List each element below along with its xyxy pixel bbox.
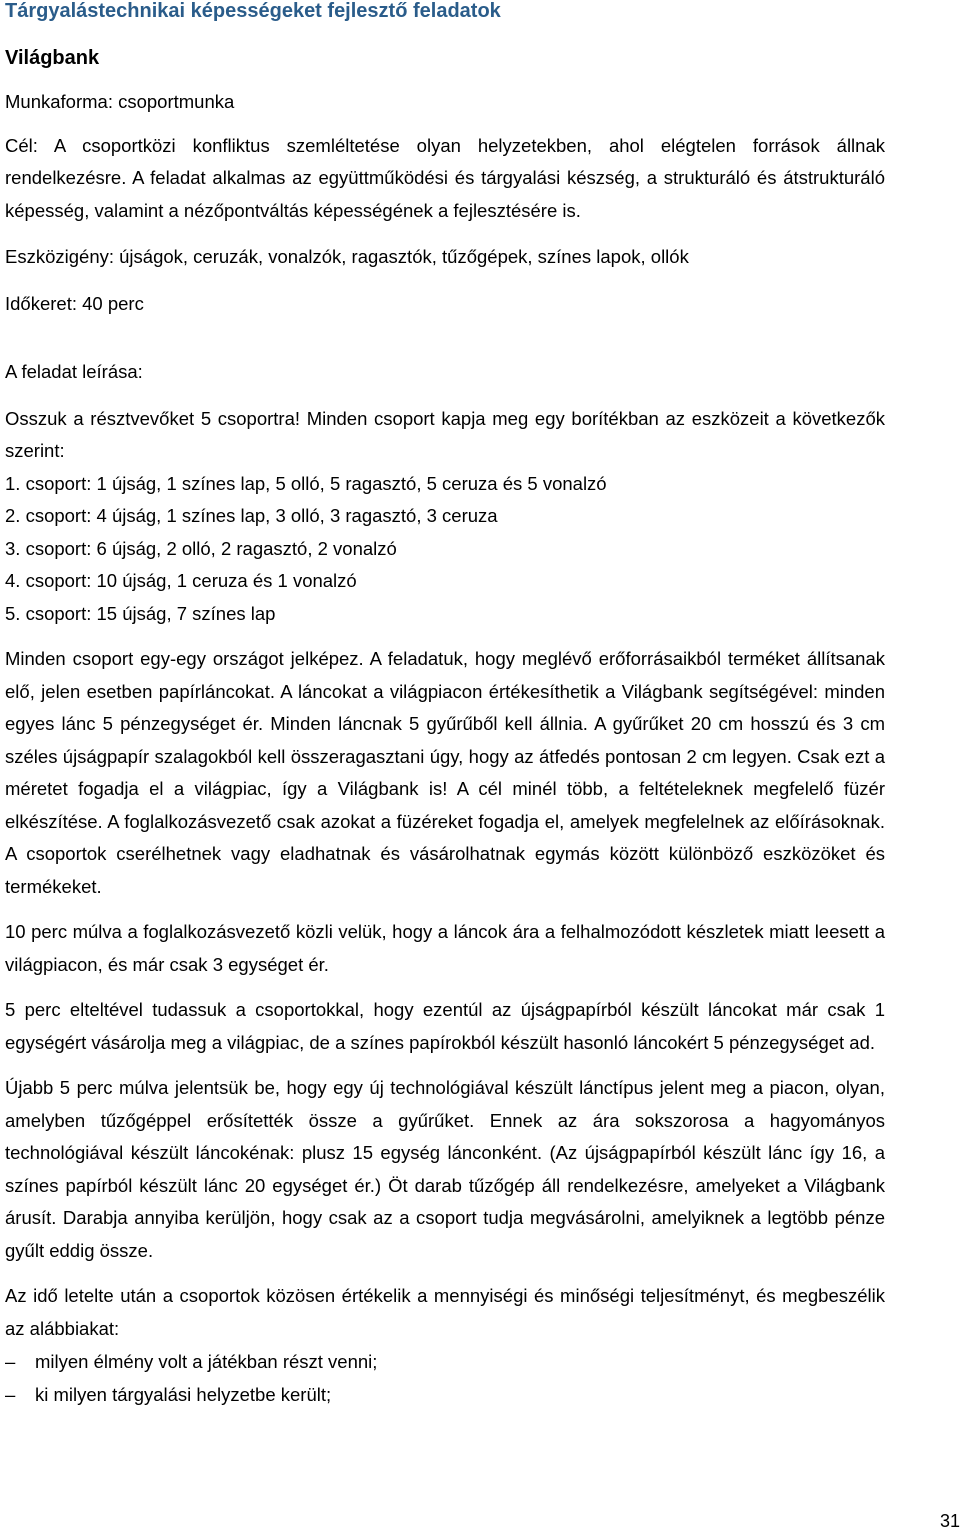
divide-text: Osszuk a résztvevőket 5 csoportra! Minden csoport kapja meg egy borítékban az eszközeit a következők szerint:	[5, 407, 885, 461]
tools-text: Eszközigény: újságok, ceruzák, vonalzók, ragasztók, tűzőgépek, színes lapok, ollók	[5, 246, 689, 267]
goal-text: Cél: A csoportközi konfliktus szemléltetése olyan helyzetekben, ahol elégtelen források állnak rendelkezésre. A feladat alkalmas az együttműködési és tárgyalási készség, a strukturáló és átstrukturáló képesség, valamint a nézőpontváltás képességének a fejlesztésére is.	[5, 134, 885, 221]
time-text: Időkeret: 40 perc	[5, 292, 144, 314]
discussion-list	[5, 1345, 885, 1411]
price-drop-paragraph: 10 perc múlva a foglalkozásvezető közli velük, hogy a láncok ára a felhalmozódott készletek miatt leesett a világpiacon, és már csak 3 egységet ér.	[5, 921, 885, 975]
evaluation-paragraph: Az idő letelte után a csoportok közösen értékelik a mennyiségi és minőségi teljesítményt, és megbeszélik az alábbiakat:	[5, 1285, 885, 1339]
dash-icon: –	[5, 1384, 16, 1405]
description-label: A feladat leírása:	[5, 361, 143, 382]
work-form-text: Munkaforma: csoportmunka	[5, 91, 235, 112]
list-item-text: milyen élmény volt a játékban részt venni;	[35, 1351, 378, 1372]
dash-icon: –	[5, 1351, 16, 1372]
group-list	[5, 468, 885, 631]
list-item: 2. csoport: 4 újság, 1 színes lap, 3 olló, 3 ragasztó, 3 ceruza	[5, 505, 498, 526]
list-item-text: ki milyen tárgyalási helyzetbe került;	[35, 1384, 332, 1405]
list-item: 1. csoport: 1 újság, 1 színes lap, 5 olló, 5 ragasztó, 5 ceruza és 5 vonalzó	[5, 472, 607, 494]
list-item	[5, 1378, 885, 1411]
list-item: 3. csoport: 6 újság, 2 olló, 2 ragasztó, 2 vonalzó	[5, 537, 397, 559]
list-item: 4. csoport: 10 újság, 1 ceruza és 1 vonalzó	[5, 570, 357, 591]
document-title: Tárgyalástechnikai képességeket fejlesztő feladatok	[5, 0, 501, 22]
section-title: Világbank	[5, 47, 100, 69]
list-item: 5. csoport: 15 újság, 7 színes lap	[5, 602, 276, 624]
page-number: 31	[939, 1511, 960, 1531]
new-technology-paragraph: Újabb 5 perc múlva jelentsük be, hogy egy új technológiával készült lánctípus jelent meg a piacon, olyan, amelyben tűzőgéppel erősítették össze a gyűrűket. Ennek az ára sokszorosa a hagyományos technológiával készült láncokénak: plusz 15 egység lánconként. (Az újságpapírból készült lánc így 16, a színes papírból készült lánc 20 egységet ér.) Öt darab tűzőgép áll rendelkezésre, amelyeket a Világbank árusít. Darabja annyiba kerüljön, hogy csak az a csoport tudja megvásárolni, amelyiknek a legtöbb pénze gyűlt eddig össze.	[5, 1077, 885, 1261]
rules-paragraph: Minden csoport egy-egy országot jelképez. A feladatuk, hogy meglévő erőforrásaikból terméket állítsanak elő, jelen esetben papírláncokat. A láncokat a világpiacon értékesíthetik a Világbank segítségével: minden egyes lánc 5 pénzegységet ér. Minden láncnak 5 gyűrűből kell állnia. A gyűrűket 20 cm hosszú és 3 cm széles újságpapír szalagokból kell összeragasztani úgy, hogy az átfedés pontosan 2 cm legyen. Csak ezt a méretet fogadja el a világpiac, így a Világbank is! A cél minél több, a feltételeknek megfelelő füzér elkészítése. A foglalkozásvezető csak azokat a füzéreket fogadja el, amelyek megfelelnek az előírásoknak. A csoportok cserélhetnek vagy eladhatnak és vásárolhatnak egymás között különböző eszközöket és termékeket.	[5, 648, 885, 897]
color-paper-paragraph: 5 perc elteltével tudassuk a csoportokkal, hogy ezentúl az újságpapírból készült láncokat már csak 1 egységért vásárolja meg a világpiac, de a színes papírokból készült hasonló láncokért 5 pénzegységet ad.	[5, 999, 885, 1053]
document-page	[5, 0, 885, 1411]
list-item	[5, 1345, 885, 1378]
